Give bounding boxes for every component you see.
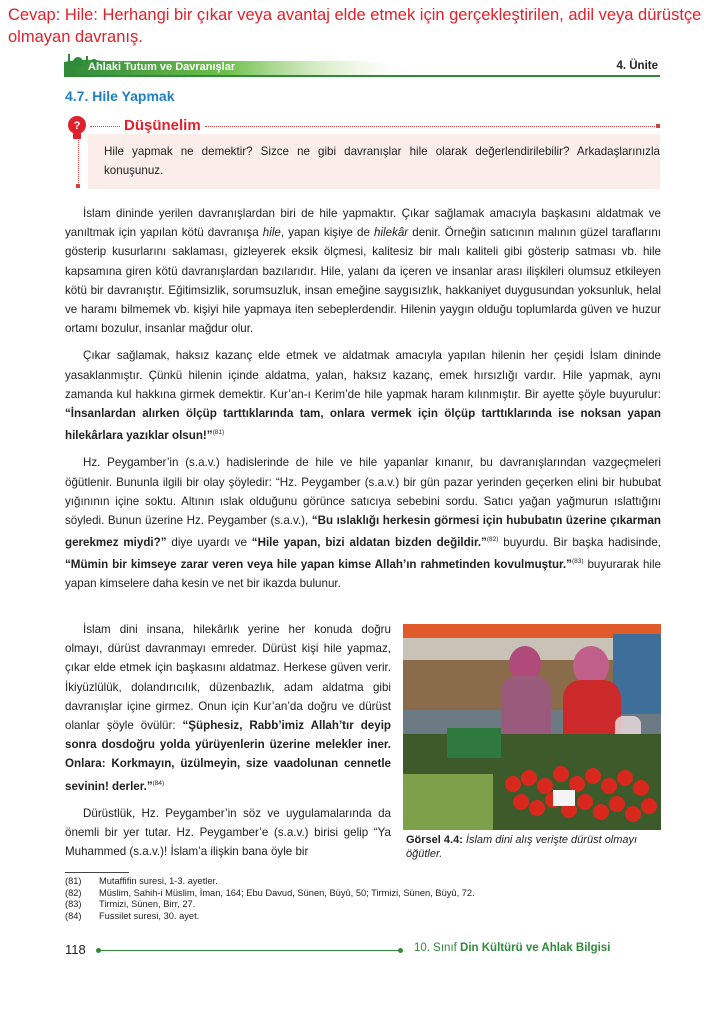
think-border-top-left	[90, 126, 120, 127]
answer-text: Cevap: Hile: Herhangi bir çıkar veya avantaj elde etmek için gerçekleştirilen, adil veya dürüstçe olmayan davranış.	[8, 6, 702, 46]
think-corner-square	[656, 124, 660, 128]
section-title: 4.7. Hile Yapmak	[65, 88, 175, 104]
paragraph-3: Hz. Peygamber’in (s.a.v.) hadislerinde de hile ve hile yapanlar kınanır, bu davranışlarından vazgeçmeleri öğütlenir. Bununla ilgili bir olay şöyledir: “Hz. Peygamber (s.a.v.) bir gün pazar yerinden geçerken elini bir hububat yığınının içine soktu. Altının ıslak olduğunu görünce satıcıya sebebini sordu. Satıcı yağan yağmurun ıslattığını söyledi. Bunun üzerine Hz. Peygamber (s.a.v.), “Bu ıslaklığı herkesin görmesi için hububatın üzerine çıkarman gerekmez miydi?” diye uyardı ve “Hile yapan, bizi aldatan bizden değildir.”$^{(82)}$ buyurdu. Bir başka hadisinde, “Mümin bir kimseye zarar veren veya hile yapan kimse Allah’ın rahmetinden kovulmuştur.”$^{(83)}$ buyurarak hile yapan kimselere daha kesin ve net bir ikazda bulunur.	[65, 456, 662, 591]
photo-caption: Görsel 4.4: İslam dini alış verişte dürüst olmayı öğütler.	[406, 834, 638, 860]
think-title: Düşünelim	[124, 117, 201, 134]
svg-text:?: ?	[73, 120, 81, 132]
lightbulb-icon	[64, 114, 90, 142]
footnote-row: (82) Müslim, Sahih-i Müslim, İman, 164; Ebu Davud, Sünen, Büyû, 50; Tirmizi, Sünen, Büyû, 72.	[65, 887, 475, 898]
header-divider	[64, 75, 660, 77]
footnote-row: (83) Tirmizi, Sünen, Birr, 27.	[65, 899, 196, 910]
think-border-top	[205, 126, 657, 127]
header-unit: 4. Ünite	[616, 60, 658, 72]
footnote-row: (84) Fussilet suresi, 30. ayet.	[65, 910, 200, 921]
column-text	[65, 620, 391, 869]
footnote-row: (81) Mutaffifin suresi, 1-3. ayetler.	[65, 876, 218, 886]
footnotes	[65, 876, 475, 922]
page-number: 118	[65, 942, 86, 957]
footer-dot	[398, 948, 403, 953]
market-photo	[403, 624, 661, 830]
body-text	[65, 204, 661, 601]
paragraph-2: Çıkar sağlamak, haksız kazanç elde etmek ve aldatmak amacıyla yapılan hilenin her çeşidi İslam dininde yasaklanmıştır. Çünkü hilenin içinde aldatma, yalan, haksız kazanç, emek hırsızlığı vardır. Hile yapmak, aynı zamanda kul hakkına girmek demektir. Kur’an-ı Kerim’de hile yapmak haram kılınmıştır. Bir ayette şöyle buyurulur: “İnsanlardan alırken ölçüp tarttıklarında tam, onlara vermek için ölçüp tarttıklarında ise noksan yapan hilekârlara yazıklar olsun!”$^{(81)}$	[65, 349, 661, 443]
footnote-rule	[65, 872, 129, 873]
think-border-left	[78, 140, 79, 185]
footer-line	[100, 950, 400, 951]
paragraph-1: İslam dininde yerilen davranışlardan biri de hile yapmaktır. Çıkar sağlamak amacıyla başkasını aldatmak ve yanıltmak için yapılan kötü davranışa hile, yapan kişiye de hilekâr denir. Örneğin satıcının malının güzel taraflarını gösterip kusurlarını saklaması, gizleyerek eksik ölçmesi, kalitesiz bir malı kaliteli gibi gösterip satması vb. hile kapsamına giren kötü davranışlardan bazılarıdır. Hile, yalanı da içeren ve insanlar arası ilişkileri olumsuz etkileyen kötü bir davranıştır. Eğitimsizlik, sorumsuzluk, insan emeğine saygısızlık, hakkaniyet duygusundan yoksunluk, helal ve haramı bilmemek vb. kişiyi hile yapmaya iten sebeplerdendir. Hilenin yaygın olduğu toplumlarda güven ve huzur ortamı bozulur, insanlar mağdur olur.	[65, 207, 661, 336]
header-title: Ahlaki Tutum ve Davranışlar	[88, 61, 236, 73]
paragraph-4: İslam dini insana, hilekârlık yerine her konuda doğru olmayı, dürüst davranmayı emreder. Dürüst kişi hile yapmaz, çıkar elde etmek için başkasını aldatmaz. Herkese güven verir. İkiyüzlülük, dolandırıcılık, düzenbazlık, adam aldatma gibi davranışlar içine girmez. Onun için Kur’an’da doğru ve dürüst olanlar şöyle övülür: “Şüphesiz, Rabb’imiz Allah’tır deyip sonra dosdoğru yolda yürüyenlerin üzerine melekler iner. Onlara: Korkmayın, üzülmeyin, size vaadolunan cennetle sevinin! derler.”$^{(84)}$	[65, 623, 391, 793]
paragraph-5: Dürüstlük, Hz. Peygamber’in söz ve uygulamalarında da önemli bir yer tutar. Hz. Peygamber’e (s.a.v.) birisi gelip “Ya Muhammed (s.a.v.)! İslam’a ilişkin bana öyle bir	[65, 806, 391, 859]
think-text: Hile yapmak ne demektir? Sizce ne gibi davranışlar hile olarak değerlendirilebilir? Arkadaşlarınızla konuşunuz.	[104, 145, 660, 177]
book-title: 10. Sınıf Din Kültürü ve Ahlak Bilgisi	[414, 942, 611, 954]
think-corner-square	[76, 184, 80, 188]
